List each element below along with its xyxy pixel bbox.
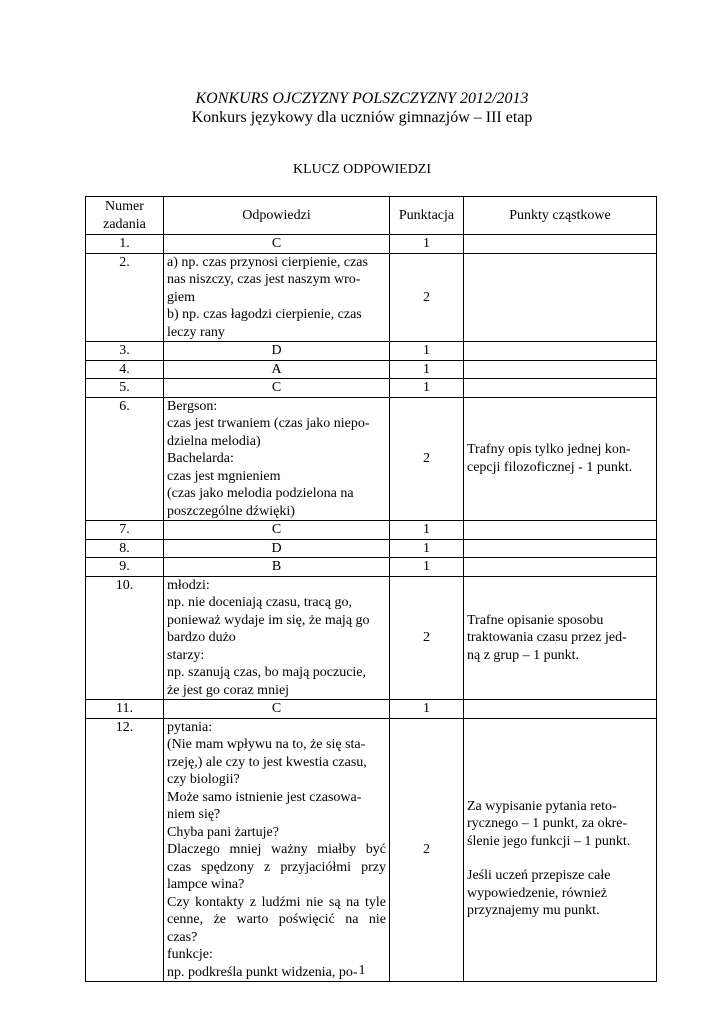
points-cell: 1 (390, 558, 464, 577)
partial-points-cell (464, 397, 657, 521)
answer-cell (164, 539, 390, 558)
table-row (86, 558, 657, 577)
answer-line: A (271, 361, 282, 377)
answer-line: starzy: (167, 647, 205, 663)
partial-points-cell (464, 379, 657, 398)
answer-line: D (271, 540, 282, 556)
answer-line: C (271, 236, 282, 251)
table-row (86, 397, 657, 521)
points-cell: 1 (390, 379, 464, 398)
answer-line: (czas jako melodia podzielona na (167, 486, 354, 501)
answer-line: C (271, 701, 282, 716)
table-row (86, 360, 657, 379)
partial-points-cell (464, 253, 657, 342)
task-number: 3. (86, 342, 164, 361)
partial-line: przyznajemy mu punkt. (467, 903, 600, 919)
points-cell: 2 (390, 253, 464, 342)
points-cell: 2 (390, 397, 464, 521)
answer-line: czas spędzony z przyjaciółmi przy (167, 859, 386, 875)
answer-line: niem się? (167, 807, 221, 822)
partial-line: wypowiedzenie, również (467, 885, 607, 901)
answer-line: że jest go coraz mniej (167, 682, 290, 698)
partial-line: cepcji filozoficznej - 1 punkt. (467, 459, 633, 475)
table-row (86, 718, 657, 982)
answer-line: młodzi: (167, 577, 210, 593)
header-number: Numer zadania (86, 197, 164, 235)
answer-line: czas jest trwaniem (czas jako niepo- (167, 416, 370, 431)
answer-line: cenne, że warto poświęcić na nie (167, 912, 386, 927)
header-partial: Punkty cząstkowe (464, 197, 657, 235)
contest-subtitle: Konkurs językowy dla uczniów gimnazjów – III etap (191, 109, 533, 126)
answer-line: Może samo istnienie jest czasowa- (167, 789, 362, 805)
partial-line: Jeśli uczeń przepisze całe (467, 868, 611, 884)
answer-line: bardzo dużo (167, 630, 236, 645)
task-number: 10. (86, 576, 164, 700)
answer-key-table (85, 196, 657, 982)
answer-line: Bachelarda: (167, 451, 234, 466)
points-cell: 2 (390, 718, 464, 982)
partial-line: ślenie jego funkcji – 1 punkt. (467, 833, 631, 849)
header-points: Punktacja (390, 197, 464, 235)
table-row (86, 539, 657, 558)
points-cell: 1 (390, 342, 464, 361)
page-number: 1 (358, 963, 366, 978)
partial-points-cell (464, 576, 657, 700)
answer-line: Chyba pani żartuje? (167, 824, 279, 840)
table-row (86, 379, 657, 398)
answer-line: czas jest mgnieniem (167, 468, 281, 484)
answer-line: C (271, 380, 282, 395)
task-number: 6. (86, 397, 164, 521)
answer-line: ponieważ wydaje im się, że mają go (167, 612, 370, 628)
answer-line: czy biologii? (167, 772, 240, 787)
answer-line: poszczególne dźwięki) (167, 503, 295, 519)
answer-line: pytania: (167, 719, 213, 735)
answer-line: nas niszczy, czas jest naszym wro- (167, 272, 361, 287)
answer-cell (164, 235, 390, 254)
answer-cell (164, 558, 390, 577)
answer-line: b) np. czas łagodzi cierpienie, czas (167, 307, 362, 322)
answer-line: Bergson: (167, 398, 218, 414)
partial-line: ną z grup – 1 punkt. (467, 647, 579, 663)
answer-line: (Nie mam wpływu na to, że się sta- (167, 737, 366, 752)
partial-line: Trafne opisanie sposobu (467, 612, 604, 628)
answer-cell (164, 576, 390, 700)
answer-line: a) np. czas przynosi cierpienie, czas (167, 254, 368, 270)
answer-line: D (271, 343, 282, 358)
partial-line: traktowania czasu przez jed- (467, 630, 627, 645)
answer-cell (164, 360, 390, 379)
task-number: 4. (86, 360, 164, 379)
answer-cell (164, 718, 390, 982)
points-cell: 1 (390, 539, 464, 558)
partial-points-cell (464, 521, 657, 540)
answer-line: np. podkreśla punkt widzenia, po- (167, 964, 358, 980)
answer-cell (164, 342, 390, 361)
partial-points-cell (464, 342, 657, 361)
answer-line: Dlaczego mniej ważny miałby być (167, 842, 386, 857)
partial-line (467, 850, 653, 867)
table-row (86, 253, 657, 342)
contest-title: KONKURS OJCZYZNY POLSZCZYZNY 2012/2013 (195, 90, 529, 107)
answer-line: leczy rany (167, 324, 225, 340)
partial-line: rycznego – 1 punkt, za okre- (467, 816, 628, 832)
header-answers: Odpowiedzi (164, 197, 390, 235)
partial-points-cell (464, 235, 657, 254)
task-number: 8. (86, 539, 164, 558)
answer-line: dzielna melodia) (167, 433, 261, 449)
answer-line: B (271, 559, 282, 574)
table-row (86, 700, 657, 719)
answer-line: czas? (167, 929, 198, 945)
answer-line: funkcje: (167, 947, 213, 962)
table-row (86, 342, 657, 361)
answer-line: C (271, 522, 282, 537)
partial-points-cell (464, 360, 657, 379)
table-row (86, 235, 657, 254)
answer-cell (164, 700, 390, 719)
partial-points-cell (464, 700, 657, 719)
points-cell: 1 (390, 235, 464, 254)
task-number: 5. (86, 379, 164, 398)
task-number: 1. (86, 235, 164, 254)
table-row (86, 521, 657, 540)
partial-line: Za wypisanie pytania reto- (467, 798, 617, 814)
answer-line: rzeję,) ale czy to jest kwestia czasu, (167, 754, 367, 770)
table-row (86, 576, 657, 700)
answer-cell (164, 397, 390, 521)
table-header-row (86, 197, 657, 235)
answer-line: lampce wina? (167, 877, 245, 892)
answer-line: np. nie doceniają czasu, tracą go, (167, 595, 353, 610)
partial-points-cell (464, 558, 657, 577)
answer-line: np. szanują czas, bo mają poczucie, (167, 665, 367, 680)
answer-cell (164, 521, 390, 540)
answer-line: giem (167, 289, 195, 305)
answer-cell (164, 379, 390, 398)
points-cell: 1 (390, 521, 464, 540)
partial-points-cell (464, 539, 657, 558)
section-title: KLUCZ ODPOWIEDZI (292, 162, 432, 177)
task-number: 11. (86, 700, 164, 719)
partial-line: Trafny opis tylko jednej kon- (467, 442, 631, 458)
task-number: 12. (86, 718, 164, 982)
answer-cell (164, 253, 390, 342)
points-cell: 1 (390, 360, 464, 379)
task-number: 2. (86, 253, 164, 342)
points-cell: 2 (390, 576, 464, 700)
points-cell: 1 (390, 700, 464, 719)
task-number: 7. (86, 521, 164, 540)
task-number: 9. (86, 558, 164, 577)
answer-line: Czy kontakty z ludźmi nie są na tyle (167, 894, 386, 910)
partial-points-cell (464, 718, 657, 982)
